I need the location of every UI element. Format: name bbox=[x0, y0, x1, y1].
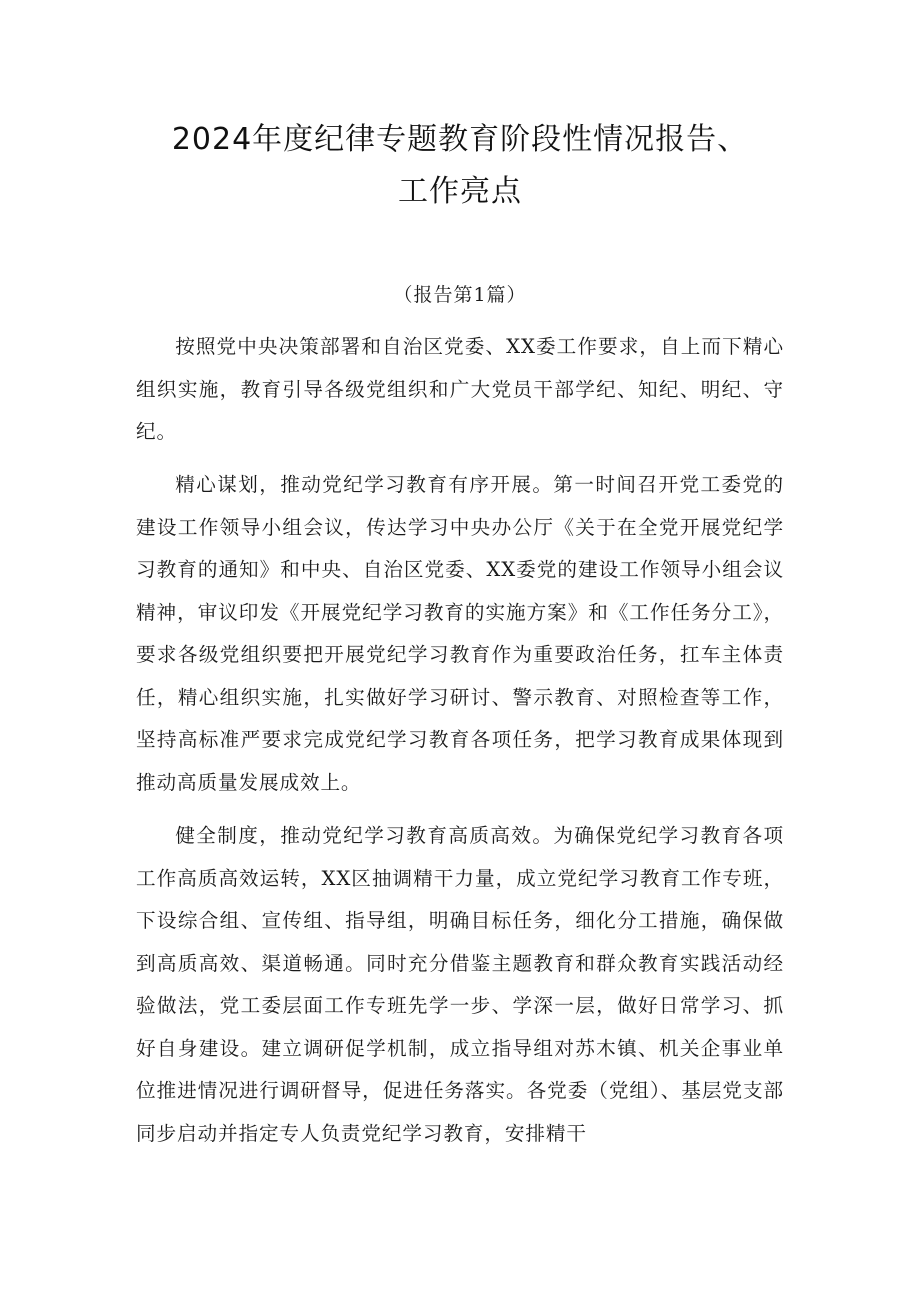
document-title-line-1: 2024年度纪律专题教育阶段性情况报告、 bbox=[171, 122, 749, 157]
document-subtitle: （报告第1篇） bbox=[393, 284, 527, 306]
paragraph-3: 健全制度，推动党纪学习教育高质高效。为确保党纪学习教育各项工作高质高效运转，XX区抽调精干力量，成立党纪学习教育工作专班，下设综合组、宣传组、指导组，明确目标任务，细化分工措施，确保做到高质高效、渠道畅通。同时充分借鉴主题教育和群众教育实践活动经验做法，党工委层面工作专班先学一步、学深一层，做好日常学习、抓好自身建设。建立调研促学机制，成立指导组对苏木镇、机关企事业单位推进情况进行调研督导，促进任务落实。各党委（党组）、基层党支部同步启动并指定专人负责党纪学习教育，安排精干 bbox=[136, 824, 784, 1145]
paragraph-1: 按照党中央决策部署和自治区党委、XX委工作要求，自上而下精心组织实施，教育引导各级党组织和广大党员干部学纪、知纪、明纪、守纪。 bbox=[136, 335, 784, 443]
paragraph-2: 精心谋划，推动党纪学习教育有序开展。第一时间召开党工委党的建设工作领导小组会议，传达学习中央办公厅《关于在全党开展党纪学习教育的通知》和中央、自治区党委、XX委党的建设工作领导小组会议精神，审议印发《开展党纪学习教育的实施方案》和《工作任务分工》，要求各级党组织要把开展党纪学习教育作为重要政治任务，扛车主体责任，精心组织实施，扎实做好学习研讨、警示教育、对照检查等工作，坚持高标准严要求完成党纪学习教育各项任务，把学习教育成果体现到推动高质量发展成效上。 bbox=[136, 473, 784, 794]
document-title-line-2: 工作亮点 bbox=[398, 174, 522, 209]
